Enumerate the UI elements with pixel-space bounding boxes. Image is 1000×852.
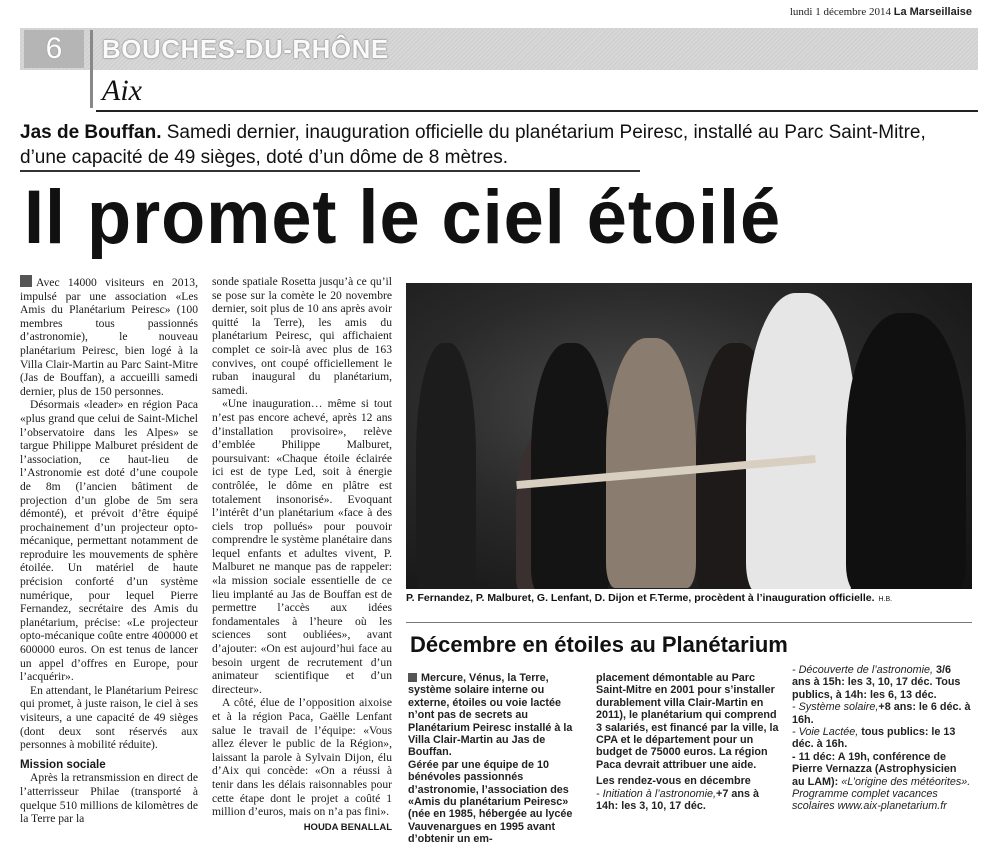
photo-credit: H.B. xyxy=(878,596,893,603)
paragraph: «Une inauguration… même si tout n’est pas encore achevé, après 12 ans d’installation provisoire», relève d’emblée Philippe Malburet, poursuivant: «Chaque étoile éclairée ici est de type Led, soit à énergie contrôlée, le dôme en plâtre est totalement insonorisé». Evoquant l’intérêt d’un planétarium «face à des ciels trop pollués» pour pouvoir comprendre le système planétaire dans lequel enfants et adultes vivent, P. Malburet ne manque pas de rappeler: «la mission sociale essentielle de ce lieu implanté au Jas de Bouffan est de permettre l’accès aux idées fondamentales à l’heure où les sciences sont oubliées», avant d’ajouter: «On est aujourd’hui face au besoin urgent de recrutement d’un animateur scientifique et d’un directeur». xyxy=(212,397,392,696)
date-text: lundi 1 décembre 2014 xyxy=(789,6,891,18)
person-figure xyxy=(746,293,856,589)
events-heading: Les rendez-vous en décembre xyxy=(596,775,751,788)
paragraph: Après la retransmission en direct de l’atterrisseur Philae (transporté à quelque 510 millions de kilomètres de la Terre par la xyxy=(20,771,198,826)
edition-date xyxy=(790,6,972,18)
event-item: - Découverte de l’astronomie, 3/6 ans à 15h: les 3, 10, 17 déc. Tous publics, à 14h: les 6, 13 déc. xyxy=(792,664,961,701)
event-item: - Initiation à l’astronomie,+7 ans à 14h: les 3, 10, 17 déc. xyxy=(596,787,759,813)
box-column-1 xyxy=(408,672,586,846)
paragraph: Gérée par une équipe de 10 bénévoles passionnés d’astronomie, l’association des «Amis du planétarium Peiresc» (née en 1985, hébergée au lycée Vauvenargues en 1995 avant d’obtenir un em- xyxy=(408,758,573,846)
author-signature: HOUDA BENALLAL xyxy=(303,821,392,833)
paragraph: A côté, élue de l’opposition aixoise et à la région Paca, Gaëlle Lenfant salue le travail de l’équipe: «Vous allez élever le public de la Région», laissant la parole à Sylvain Dijon, élu d’Aix qui concède: «On a réussi à tenir dans les délais raisonnables pour cette étape dont le projet a coûté 1 million d’euros, mais on n’a pas fini». xyxy=(212,696,392,819)
newspaper-name: La Marseillaise xyxy=(893,6,972,18)
page-number: 6 xyxy=(24,30,84,68)
article-column-1 xyxy=(20,275,198,826)
box-column-3 xyxy=(792,664,972,813)
article-column-2 xyxy=(212,275,392,834)
box-column-2 xyxy=(596,672,780,812)
subheading: Mission sociale xyxy=(20,757,106,771)
lead-place: Jas de Bouffan. xyxy=(20,122,162,143)
paragraph: En attendant, le Planétarium Peiresc qui promet, à juste raison, le ciel à ses visiteurs, a une capacité de 49 sièges (dont deux sont réservés aux personnes à mobilité réduite). xyxy=(20,683,198,752)
person-figure xyxy=(416,343,476,589)
divider xyxy=(20,170,640,172)
square-bullet-icon xyxy=(408,673,417,682)
paragraph: Mercure, Vénus, la Terre, système solaire interne ou externe, étoiles ou voie lactée n’ont pas de secrets au Planétarium Peiresc installé à la Villa Clair-Martin au Jas de Bouffan. xyxy=(408,672,573,759)
person-figure xyxy=(846,313,966,589)
city-heading: Aix xyxy=(102,74,142,107)
paragraph: Avec 14000 visiteurs en 2013, impulsé par une association «Les Amis du Planétarium Peiresc» (100 membres tous passionnés d’astronomie), le nouveau planétarium Peiresc, bien logé à la Villa Clair-Martin au Parc Saint-Mitre (Jas de Bouffan), a accueilli samedi dernier, plus de 150 personnes. xyxy=(20,276,198,398)
article-lead xyxy=(20,120,970,170)
event-item: - 11 déc: A 19h, conférence de Pierre Vernazza (Astrophysicien au LAM): «L’origine des météorites». xyxy=(792,750,971,788)
paragraph: placement démontable au Parc Saint-Mitre en 2001 pour s’installer durablement villa Clair-Martin en 2011), le planétarium qui comprend 3 salariés, est financé par la ville, la CPA et le département pour un budget de 75000 euros. La région Paca devrait attribuer une aide. xyxy=(596,672,779,771)
paragraph: Désormais «leader» en région Paca «plus grand que celui de Saint-Michel l’observatoire dans les Alpes» se targue Philippe Malburet président de l’association, ce haut-lieu de l’Astronomie est doté d’une coupole de 8m (l’ancien bâtiment de projection d’un globe de 5m sera démonté), et prévoit d’être équipé prochainement d’un projecteur opto-mécanique, permettant notamment de reproduire les mouvements de sphère étoilée. Un matériel de haute précision conforté d’un système numérique, pour lequel Pierre Fernandez, secrétaire des Amis du planétarium, précise: «Le projecteur opto-mécanique coûte entre 400000 et 600000 euros. On est tenus de lancer un appel d’offres en Europe, pour l’acquérir». xyxy=(20,398,198,684)
lead-text: Samedi dernier, inauguration officielle du planétarium Peiresc, installé au Parc Saint-Mitre, d’une capacité de 49 sièges, doté d’un dôme de 8 mètres. xyxy=(20,122,926,168)
person-figure xyxy=(531,343,611,589)
paragraph: sonde spatiale Rosetta jusqu’à ce qu’il se pose sur la comète le 20 novembre dernier, soit plus de 10 ans après avoir quitté la Terre), les amis du planétarium Peiresc, qui affichaient complet ce soir-là avec plus de 163 convives, ont coupé officiellement le ruban inaugural du planétarium, samedi. xyxy=(212,275,392,397)
person-figure xyxy=(606,338,696,588)
headline: Il promet le ciel étoilé xyxy=(24,175,782,260)
caption-text: P. Fernandez, P. Malburet, G. Lenfant, D. Dijon et F.Terme, procèdent à l’inauguration officielle. xyxy=(406,592,875,604)
section-rubric: BOUCHES-DU-RHÔNE xyxy=(102,34,389,64)
event-item: - Système solaire,+8 ans: le 6 déc. à 16h. xyxy=(792,701,971,726)
event-item: Programme complet vacances scolaires www.aix-planetarium.fr xyxy=(792,788,947,813)
photo-caption xyxy=(406,592,972,604)
box-title: Décembre en étoiles au Planétarium xyxy=(410,632,788,657)
square-bullet-icon xyxy=(20,275,32,287)
divider xyxy=(406,622,972,623)
inauguration-photo xyxy=(406,283,972,589)
rubric-divider xyxy=(90,30,93,108)
divider xyxy=(96,110,978,112)
event-item: - Voie Lactée, tous publics: le 13 déc. à 16h. xyxy=(792,726,956,751)
